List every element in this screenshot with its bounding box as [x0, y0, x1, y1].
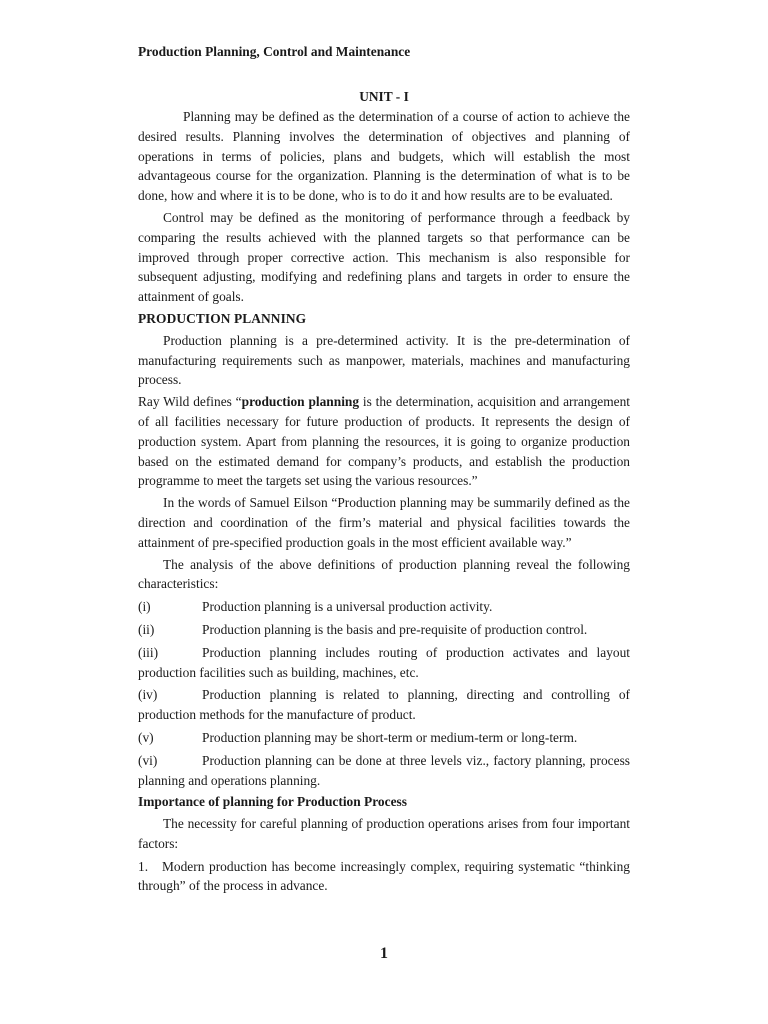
list-text: Production planning may be short-term or medium-term or long-term. [202, 729, 578, 745]
list-item [138, 857, 630, 897]
paragraph-ray-wild-definition [138, 392, 630, 491]
list-item [138, 685, 630, 725]
list-text: Production planning is a universal production activity. [202, 599, 493, 615]
paragraph-samuel-eilson: In the words of Samuel Eilson “Production planning may be summarily defined as the direction and coordination of the firm’s material and physical facilities towards the attainment of pre-specified production goals in the most efficient available way.” [138, 495, 630, 550]
list-number: 1. [138, 858, 149, 874]
list-item [138, 597, 630, 617]
running-header: Production Planning, Control and Maintenance [138, 44, 411, 59]
list-item [138, 751, 630, 791]
list-item [138, 728, 630, 748]
list-number: (i) [138, 599, 151, 615]
list-text: Production planning includes routing of production activates and layout production facilities such as building, machines, etc. [138, 644, 630, 680]
bold-term: production planning [241, 394, 360, 410]
paragraph-control-definition: Control may be defined as the monitoring of performance through a feedback by comparing the results achieved with the planned targets so that performance can be improved through proper corrective action. This mechanism is also responsible for subsequent adjusting, modifying and redefining plans and targets in order to ensure the attainment of goals. [138, 209, 630, 305]
list-item [138, 620, 630, 640]
paragraph-analysis: The analysis of the above definitions of production planning reveal the following characteristics: [138, 556, 630, 592]
list-number: (iii) [138, 644, 159, 660]
page-number: 1 [380, 945, 388, 962]
document-page [138, 42, 630, 896]
section-heading-production-planning: PRODUCTION PLANNING [138, 310, 307, 326]
list-text: Production planning is the basis and pre-requisite of production control. [202, 621, 588, 637]
list-item [138, 643, 630, 683]
quote-lead: Ray Wild defines “ [138, 394, 242, 410]
section-heading-importance: Importance of planning for Production Process [138, 794, 407, 810]
paragraph-planning-definition: Planning may be defined as the determination of a course of action to achieve the desired results. Planning involves the determination of objectives and planning of operations in terms of policies, plans and budgets, which will establish the most advantageous course for the organization. Planning is the determination of what is to be done, how and where it is to be done, who is to do it and how results are to be evaluated. [138, 109, 630, 204]
list-number: (vi) [138, 752, 158, 768]
paragraph-production-planning: Production planning is a pre-determined activity. It is the pre-determination of manufacturing requirements such as manpower, materials, machines and manufacturing process. [138, 332, 630, 388]
paragraph-necessity: The necessity for careful planning of production operations arises from four important factors: [138, 816, 630, 851]
quote-body: is the determination, acquisition and arrangement of all facilities necessary for future production of products. It represents the design of production system. Apart from planning the resources, it is going to organize production based on the estimated demand for company’s products, and establish the production programme to meet the targets set using the various resources.” [138, 394, 630, 489]
list-number: (ii) [138, 621, 155, 637]
list-text: Modern production has become increasingly complex, requiring systematic “thinking through” of the process in advance. [138, 858, 630, 894]
unit-title: UNIT - I [359, 89, 409, 104]
list-text: Production planning can be done at three levels viz., factory planning, process planning and operations planning. [138, 752, 630, 788]
list-number: (iv) [138, 687, 158, 703]
list-text: Production planning is related to planning, directing and controlling of production methods for the manufacture of product. [138, 687, 630, 723]
list-number: (v) [138, 729, 154, 745]
